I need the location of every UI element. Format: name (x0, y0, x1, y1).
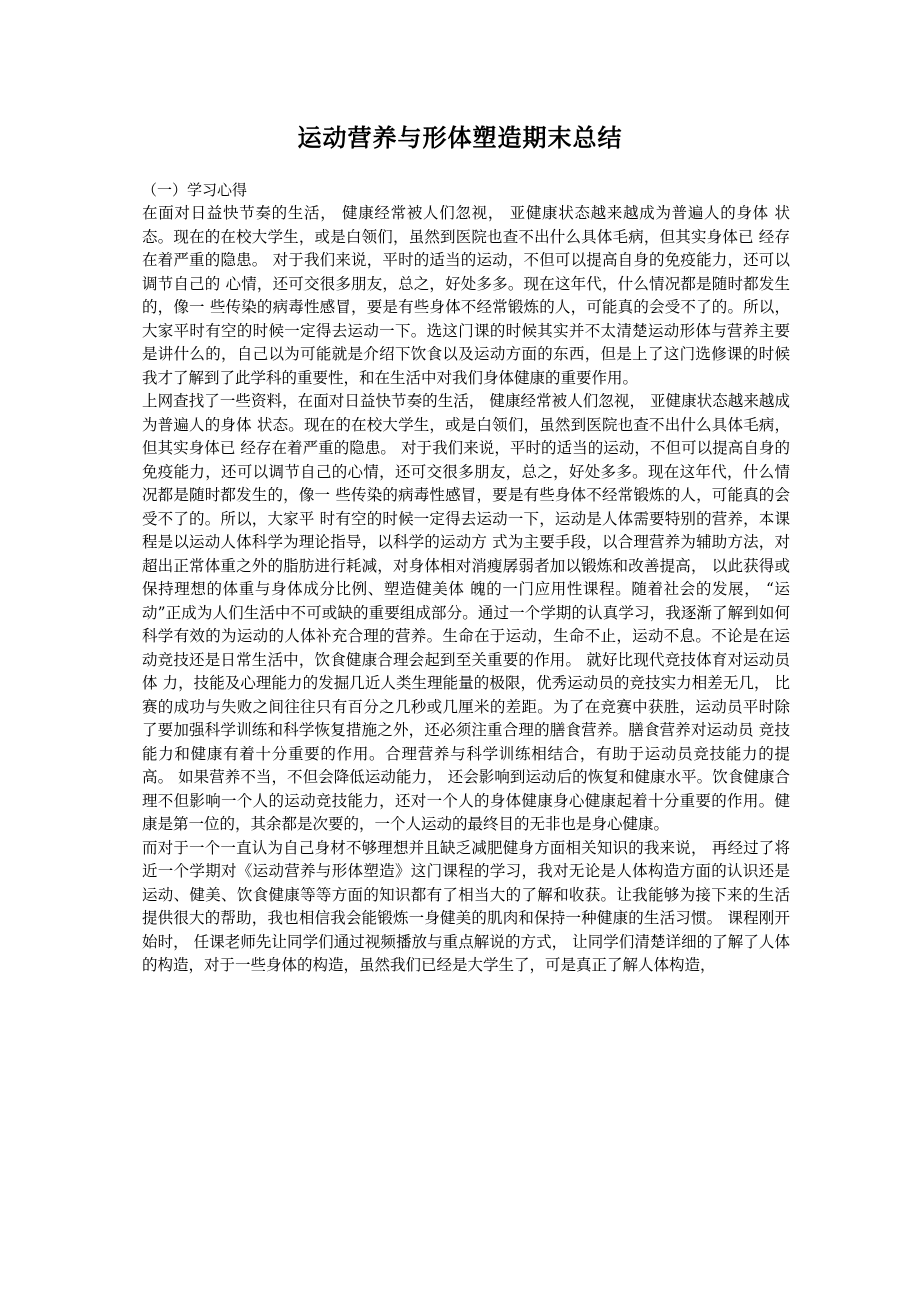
document-body (142, 180, 790, 978)
paragraph-3: 而对于一个一直认为自己身材不够理想并且缺乏减肥健身方面相关知识的我来说， 再经过了将近一个学期对《运动营养与形体塑造》这门课程的学习，我对无论是人体构造方面的认识还是运动、健美、饮食健康等等方面的知识都有了相当大的了解和收获。让我能够为接下来的生活提供很大的帮助，我也相信我会能锻炼一身健美的肌肉和保持一种健康的生活习惯。 课程刚开始时， 任课老师先让同学们通过视频播放与重点解说的方式， 让同学们清楚详细的了解了人体的构造，对于一些身体的构造，虽然我们已经是大学生了，可是真正了解人体构造， (142, 838, 790, 974)
paragraph-2: 上网查找了一些资料，在面对日益快节奏的生活， 健康经常被人们忽视， 亚健康状态越来越成为普遍人的身体 状态。现在的在校大学生，或是白领们，虽然到医院也查不出什么具体毛病，但其实身体已 经存在着严重的隐患。 对于我们来说，平时的适当的运动，不但可以提高自身的免疫能力，还可以调节自己的心情，还可交很多朋友，总之，好处多多。现在这年代，什么情况都是随时都发生的，像一 些传染的病毒性感冒，要是有些身体不经常锻炼的人，可能真的会受不了的。所以，大家平 时有空的时候一定得去运动一下，运动是人体需要特别的营养，本课程是以运动人体科学为理论指导，以科学的运动方 式为主要手段，以合理营养为辅助方法，对超出正常体重之外的脂肪进行耗减，对身体相对消瘦孱弱者加以锻炼和改善提高， 以此获得或保持理想的体重与身体成分比例、塑造健美体 魄的一门应用性课程。随着社会的发展， “运动”正成为人们生活中不可或缺的重要组成部分。通过一个学期的认真学习，我逐渐了解到如何科学有效的为运动的人体补充合理的营养。生命在于运动，生命不止，运动不息。不论是在运动竞技还是日常生活中，饮食健康合理会起到至关重要的作用。 就好比现代竞技体育对运动员体 力，技能及心理能力的发掘几近人类生理能量的极限，优秀运动员的竞技实力相差无几， 比赛的成功与失败之间往往只有百分之几秒或几厘米的差距。为了在竞赛中获胜，运动员平时除了要加强科学训练和科学恢复措施之外，还必须注重合理的膳食营养。膳食营养对运动员 竞技能力和健康有着十分重要的作用。合理营养与科学训练相结合，有助于运动员竞技能力的提高。 如果营养不当，不但会降低运动能力， 还会影响到运动后的恢复和健康水平。饮食健康合理不但影响一个人的运动竞技能力，还对一个人的身体健康身心健康起着十分重要的作用。健康是第一位的，其余都是次要的，一个人运动的最终目的无非也是身心健康。 (142, 392, 790, 833)
paragraph-1: 在面对日益快节奏的生活， 健康经常被人们忽视， 亚健康状态越来越成为普遍人的身体 状态。现在的在校大学生，或是白领们，虽然到医院也查不出什么具体毛病，但其实身体已 经存在着严重的隐患。 对于我们来说，平时的适当的运动，不但可以提高自身的免疫能力，还可以调节自己的 心情，还可交很多朋友，总之，好处多多。现在这年代，什么情况都是随时都发生的，像一 些传染的病毒性感冒，要是有些身体不经常锻炼的人，可能真的会受不了的。所以，大家平时有空的时候一定得去运动一下。选这门课的时候其实并不太清楚运动形体与营养主要是讲什么的，自己以为可能就是介绍下饮食以及运动方面的东西，但是上了这门选修课的时候我才了解到了此学科的重要性，和在生活中对我们身体健康的重要作用。 (142, 204, 790, 387)
document-title: 运动营养与形体塑造期末总结 (297, 123, 623, 152)
section-heading: （一）学习心得 (142, 181, 248, 199)
